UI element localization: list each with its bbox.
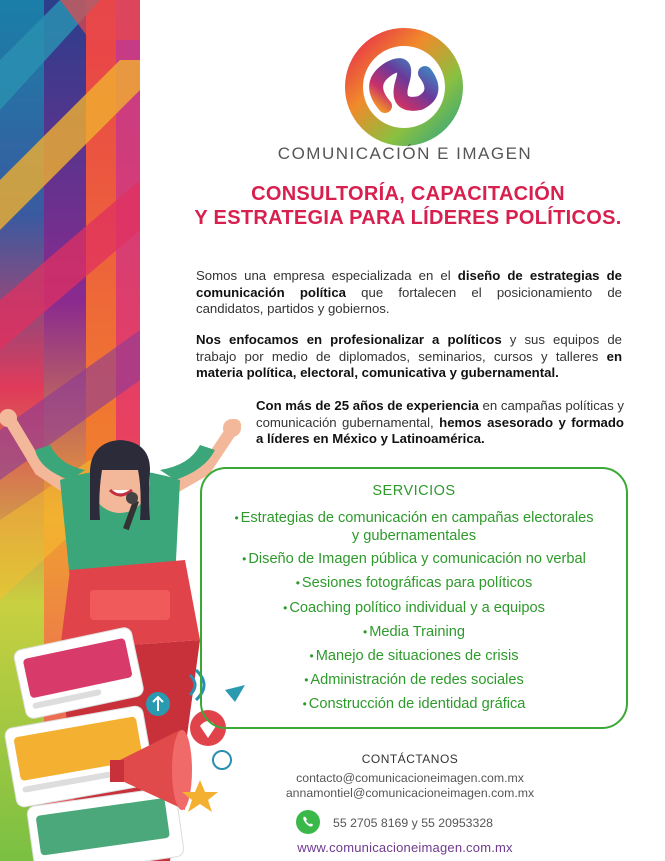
service-item <box>202 696 626 713</box>
service-label: y gubernamentales <box>351 528 477 544</box>
service-item <box>202 600 626 617</box>
whatsapp-icon[interactable] <box>296 810 320 834</box>
intro-p3-bold-c: hemos asesorado y formado a líderes en México y Latinoamérica. <box>256 414 624 446</box>
service-item <box>202 575 626 592</box>
bullet-icon: • <box>295 576 300 590</box>
intro-paragraph-3 <box>256 398 624 448</box>
page-headline <box>188 182 628 230</box>
phone-numbers: 55 2705 8169 y 55 20953328 <box>333 816 494 830</box>
bullet-icon: • <box>363 625 368 639</box>
service-item-continuation <box>202 528 626 545</box>
phone-row <box>296 810 556 836</box>
intro-paragraph-1 <box>196 268 622 318</box>
brand-name: COMUNICACIÓN E IMAGEN <box>277 144 533 163</box>
political-leader-illustration <box>0 0 260 861</box>
email-link-contacto[interactable]: contacto@comunicacioneimagen.com.mx <box>296 771 524 785</box>
intro-p3-bold-a: Con más de 25 años de experiencia <box>256 398 479 413</box>
services-box <box>200 467 628 729</box>
service-item <box>202 551 626 568</box>
service-label: Diseño de Imagen pública y comunicación no verbal <box>248 551 586 567</box>
service-item <box>202 624 626 641</box>
bullet-icon: • <box>283 601 288 615</box>
bullet-icon: • <box>234 511 239 525</box>
bullet-icon: • <box>304 673 309 687</box>
intro-paragraph-2 <box>196 332 622 382</box>
service-item <box>202 648 626 665</box>
service-item <box>202 510 626 527</box>
website-link[interactable]: www.comunicacioneimagen.com.mx <box>297 840 513 855</box>
service-label: Coaching político individual y a equipos <box>289 600 545 616</box>
service-label: Estrategias de comunicación en campañas electorales <box>240 510 594 526</box>
intro-p1-bold: diseño de estrategias de comunicación política <box>196 268 622 300</box>
intro-p3-text-b: en campañas políticas y comunicación gubernamental, <box>256 398 624 430</box>
intro-p1-text-c: que fortalecen el posicionamiento de candidatos, partidos y gobiernos. <box>196 284 622 316</box>
headline-line-2: Y ESTRATEGIA PARA LÍDERES POLÍTICOS. <box>194 207 622 229</box>
bullet-icon: • <box>242 552 247 566</box>
intro-p2-bold-c: en materia política, electoral, comunicativa y gubernamental. <box>196 348 622 380</box>
service-label: Media Training <box>369 624 465 640</box>
service-label: Sesiones fotográficas para políticos <box>301 575 533 591</box>
service-item <box>202 672 626 689</box>
interlocking-rings-logo <box>340 28 468 146</box>
intro-p1-text-a: Somos una empresa especializada en el <box>196 268 458 283</box>
services-title: SERVICIOS <box>372 483 456 499</box>
intro-p2-bold-a: Nos enfocamos en profesionalizar a políticos <box>196 332 502 347</box>
intro-p2-text-b: y sus equipos de trabajo por medio de diplomados, seminarios, cursos y talleres <box>196 332 622 364</box>
email-link-annamontiel[interactable]: annamontiel@comunicacioneimagen.com.mx <box>285 786 535 800</box>
service-label: Manejo de situaciones de crisis <box>315 648 519 664</box>
service-label: Construcción de identidad gráfica <box>308 696 526 712</box>
service-label: Administración de redes sociales <box>310 672 524 688</box>
headline-line-1: CONSULTORÍA, CAPACITACIÓN <box>251 183 565 205</box>
bullet-icon: • <box>302 697 307 711</box>
contact-title: CONTÁCTANOS <box>361 752 459 766</box>
bullet-icon: • <box>309 649 314 663</box>
